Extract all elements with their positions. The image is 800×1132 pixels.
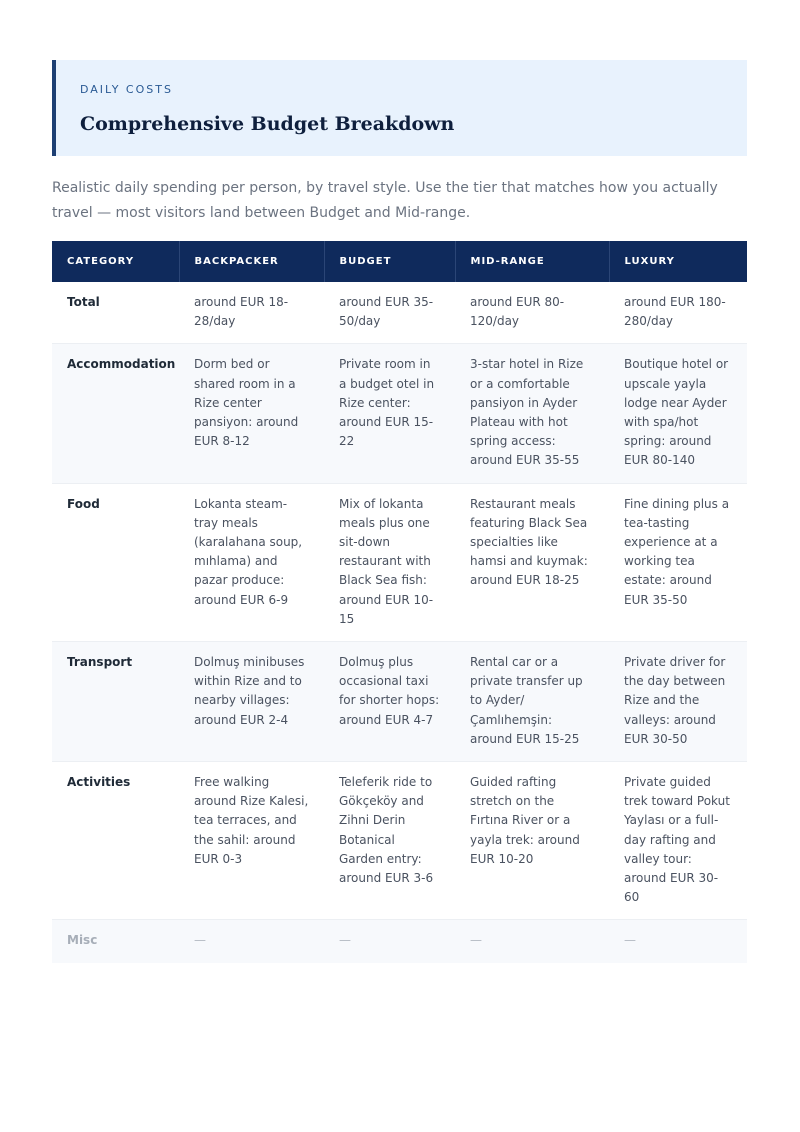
budget-table-body [52, 282, 747, 963]
luxury-cell: Boutique hotel or upscale yayla lodge near Ayder with spa/hot spring: around EUR 80-140 [609, 344, 747, 483]
category-cell: Transport [52, 642, 179, 762]
budget-cell: Dolmuş plus occasional taxi for shorter hops: around EUR 4-7 [324, 642, 455, 762]
midrange-cell: — [455, 920, 609, 963]
section-title: Comprehensive Budget Breakdown [80, 113, 455, 135]
midrange-cell: 3-star hotel in Rize or a comfortable pansiyon in Ayder Plateau with hot spring access: around EUR 35-55 [455, 344, 609, 483]
budget-cell: — [324, 920, 455, 963]
column-header-midrange: MID-RANGE [455, 241, 609, 282]
section-eyebrow: DAILY COSTS [80, 83, 173, 96]
luxury-cell: Private guided trek toward Pokut Yaylası or a full-day rafting and valley tour: around EUR 30-60 [609, 762, 747, 920]
table-row-total [52, 282, 747, 344]
table-row-accommodation [52, 344, 747, 483]
table-row-food [52, 483, 747, 641]
category-cell: Food [52, 483, 179, 641]
table-row-transport [52, 642, 747, 762]
backpacker-cell: around EUR 18-28/day [179, 282, 324, 344]
table-row-misc [52, 920, 747, 963]
column-header-budget: BUDGET [324, 241, 455, 282]
category-cell: Total [52, 282, 179, 344]
backpacker-cell: Lokanta steam-tray meals (karalahana soup, mıhlama) and pazar produce: around EUR 6-9 [179, 483, 324, 641]
backpacker-cell: Dolmuş minibuses within Rize and to nearby villages: around EUR 2-4 [179, 642, 324, 762]
category-cell: Misc [52, 920, 179, 963]
budget-cell: around EUR 35-50/day [324, 282, 455, 344]
column-header-category: CATEGORY [52, 241, 179, 282]
luxury-cell: Private driver for the day between Rize and the valleys: around EUR 30-50 [609, 642, 747, 762]
luxury-cell: around EUR 180-280/day [609, 282, 747, 344]
backpacker-cell: Free walking around Rize Kalesi, tea terraces, and the sahil: around EUR 0-3 [179, 762, 324, 920]
budget-table-header [52, 241, 747, 282]
column-header-luxury: LUXURY [624, 256, 675, 267]
backpacker-cell: — [179, 920, 324, 963]
column-header-backpacker: BACKPACKER [179, 241, 324, 282]
budget-cell: Private room in a budget otel in Rize center: around EUR 15-22 [324, 344, 455, 483]
intro-paragraph: Realistic daily spending per person, by travel style. Use the tier that matches how you actually travel — most visitors land between Budget and Mid-range. [52, 180, 718, 221]
table-row-activities [52, 762, 747, 920]
luxury-cell: Fine dining plus a tea-tasting experience at a working tea estate: around EUR 35-50 [609, 483, 747, 641]
backpacker-cell: Dorm bed or shared room in a Rize center pansiyon: around EUR 8-12 [179, 344, 324, 483]
budget-table [52, 241, 747, 963]
midrange-cell: around EUR 80-120/day [455, 282, 609, 344]
midrange-cell: Guided rafting stretch on the Fırtına River or a yayla trek: around EUR 10-20 [455, 762, 609, 920]
section-header-card [52, 60, 747, 156]
budget-cell: Mix of lokanta meals plus one sit-down restaurant with Black Sea fish: around EUR 10-15 [324, 483, 455, 641]
luxury-cell: — [609, 920, 747, 963]
midrange-cell: Restaurant meals featuring Black Sea specialties like hamsi and kuymak: around EUR 18-25 [455, 483, 609, 641]
header-row [52, 241, 747, 282]
midrange-cell: Rental car or a private transfer up to Ayder/Çamlıhemşin: around EUR 15-25 [455, 642, 609, 762]
budget-cell: Teleferik ride to Gökçeköy and Zihni Derin Botanical Garden entry: around EUR 3-6 [324, 762, 455, 920]
category-cell: Accommodation [52, 344, 179, 483]
budget-section [52, 60, 747, 963]
category-cell: Activities [52, 762, 179, 920]
